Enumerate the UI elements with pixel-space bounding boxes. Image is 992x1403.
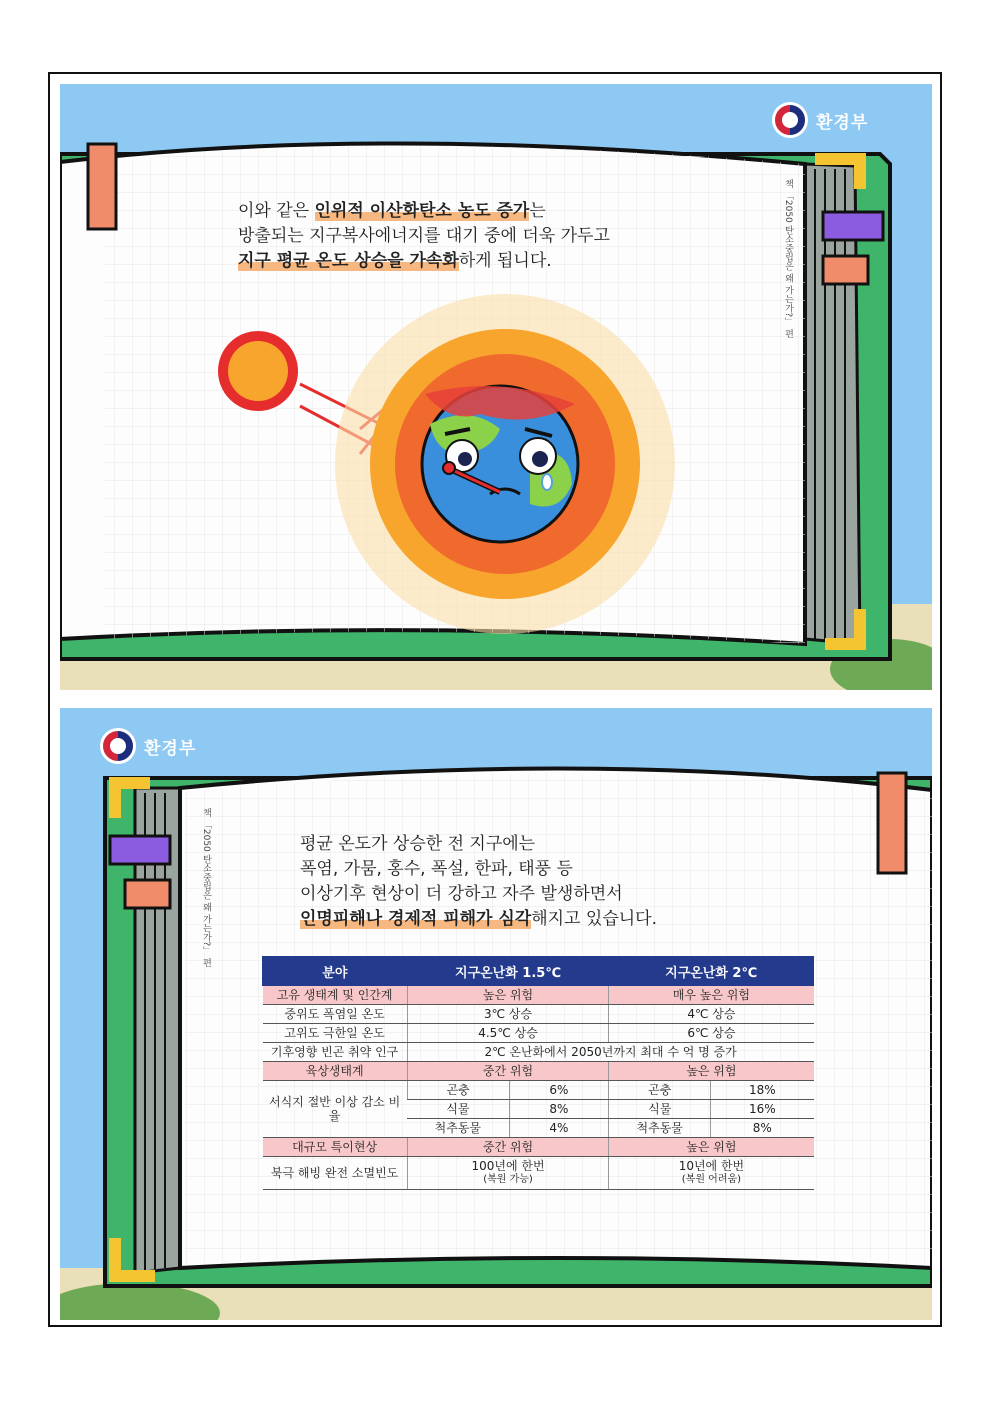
panel1-body-text: 이와 같은 인위적 이산화탄소 농도 증가는 방출되는 지구복사에너지를 대기 중에 더욱 가두고 지구 평균 온도 상승을 가속화하게 됩니다. [238,201,610,271]
table-row: 기후영향 빈곤 취약 인구 2℃ 온난화에서 2050년까지 최대 수 억 명 증가 [263,1043,814,1062]
infographic-panel-2 [60,708,932,1320]
table-row: 서식지 절반 이상 감소 비율 곤충 6% 곤충 18% [263,1081,814,1100]
table-row: 고유 생태계 및 인간계 높은 위험 매우 높은 위험 [263,986,814,1005]
table-row: 북극 해빙 완전 소멸빈도 100년에 한번 (복원 가능) 10년에 한번 (복원 어려움) [263,1157,814,1190]
taegeuk-emblem-icon [100,728,136,764]
source-caption: 책 「2050 탄소중립은 왜 가는가?」 편 [201,808,211,967]
climate-risk-table [262,956,814,1190]
panel2-body-text: 평균 온도가 상승한 전 지구에는 폭염, 가뭄, 홍수, 폭설, 한파, 태풍 등 이상기후 현상이 더 강하고 자주 발생하면서 인명피해나 경제적 피해가 심각해지고 있습니다. [300,834,658,929]
table-row: 척추동물 4% 척추동물 8% [263,1119,814,1138]
table-header-cell: 지구온난화 1.5℃ [407,957,609,986]
infographic-panel-1 [60,84,932,690]
highlight-text: 인명피해나 경제적 피해가 심각 [300,909,532,929]
highlight-text: 인위적 이산화탄소 농도 증가 [314,201,530,221]
taegeuk-emblem-icon [772,102,808,138]
ministry-logo [772,102,868,138]
table-row: 고위도 극한일 온도 4.5℃ 상승 6℃ 상승 [263,1024,814,1043]
ministry-name: 환경부 [144,738,197,759]
table-row: 육상생태계 중간 위험 높은 위험 [263,1062,814,1081]
table-row: 중위도 폭염일 온도 3℃ 상승 4℃ 상승 [263,1005,814,1024]
ministry-name: 환경부 [816,112,869,133]
table-header-cell: 지구온난화 2℃ [609,957,814,986]
table-row: 대규모 특이현상 중간 위험 높은 위험 [263,1138,814,1157]
table-header-cell: 분야 [263,957,408,986]
book-illustration [60,84,932,690]
table-row: 식물 8% 식물 16% [263,1100,814,1119]
ministry-logo [100,728,196,764]
table-header-row [263,957,814,986]
highlight-text: 지구 평균 온도 상승을 가속화 [238,251,459,271]
source-caption: 책 「2050 탄소중립은 왜 가는가?」 편 [783,179,793,338]
